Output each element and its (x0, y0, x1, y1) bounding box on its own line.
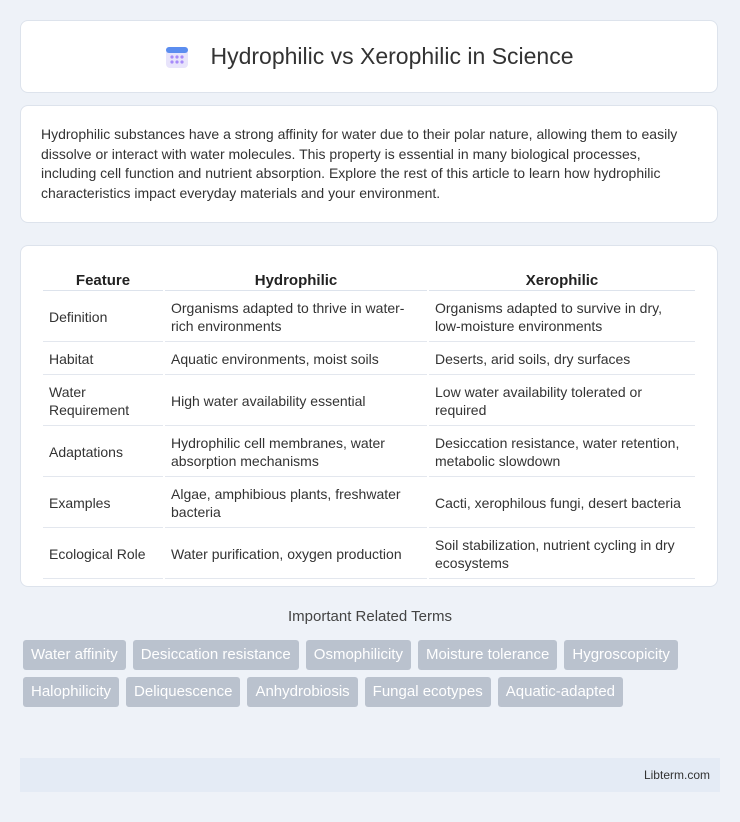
table-row (43, 479, 695, 528)
calendar-icon (164, 44, 190, 70)
intro-text: Hydrophilic substances have a strong affinity for water due to their polar nature, allowing them to easily dissolve or interact with water molecules. This property is essential in many biological processes, including cell function and nutrient absorption. Explore the rest of this article to learn how hydrophilic characteristics impact everyday materials and your environment. (41, 126, 678, 201)
table-cell: Deserts, arid soils, dry surfaces (429, 344, 695, 375)
table-cell: Definition (43, 293, 163, 342)
table-cell: Algae, amphibious plants, freshwater bacteria (165, 479, 427, 528)
column-header: Hydrophilic (165, 266, 427, 291)
table-cell: High water availability essential (165, 377, 427, 426)
table-row (43, 377, 695, 426)
table-cell: Ecological Role (43, 530, 163, 579)
table-header-row (43, 266, 695, 291)
related-term-tag[interactable]: Water affinity (23, 640, 126, 670)
table-cell: Organisms adapted to thrive in water-rich environments (165, 293, 427, 342)
related-term-tag[interactable]: Moisture tolerance (418, 640, 557, 670)
related-term-tag[interactable]: Fungal ecotypes (365, 677, 491, 707)
intro-card (20, 105, 718, 223)
table-cell: Habitat (43, 344, 163, 375)
title-card (20, 20, 718, 93)
table-row (43, 530, 695, 579)
table-cell: Cacti, xerophilous fungi, desert bacteria (429, 479, 695, 528)
related-term-tag[interactable]: Hygroscopicity (564, 640, 678, 670)
table-row (43, 293, 695, 342)
column-header: Feature (43, 266, 163, 291)
table-cell: Water Requirement (43, 377, 163, 426)
related-term-tag[interactable]: Osmophilicity (306, 640, 411, 670)
table-cell: Examples (43, 479, 163, 528)
comparison-table (41, 264, 697, 581)
table-row (43, 428, 695, 477)
table-cell: Hydrophilic cell membranes, water absorption mechanisms (165, 428, 427, 477)
table-cell: Organisms adapted to survive in dry, low-moisture environments (429, 293, 695, 342)
related-terms-title: Important Related Terms (288, 608, 452, 625)
table-cell: Adaptations (43, 428, 163, 477)
table-cell: Desiccation resistance, water retention, metabolic slowdown (429, 428, 695, 477)
column-header: Xerophilic (429, 266, 695, 291)
table-cell: Aquatic environments, moist soils (165, 344, 427, 375)
footer (20, 758, 720, 792)
table-cell: Soil stabilization, nutrient cycling in dry ecosystems (429, 530, 695, 579)
comparison-card (20, 245, 718, 587)
table-cell: Water purification, oxygen production (165, 530, 427, 579)
related-term-tag[interactable]: Anhydrobiosis (247, 677, 357, 707)
footer-brand-link[interactable]: Libterm.com (643, 768, 710, 782)
related-term-tag[interactable]: Deliquescence (126, 677, 240, 707)
related-term-tag[interactable]: Aquatic-adapted (498, 677, 623, 707)
related-term-tag[interactable]: Halophilicity (23, 677, 119, 707)
table-row (43, 344, 695, 375)
related-term-tag[interactable]: Desiccation resistance (133, 640, 299, 670)
related-terms-list (23, 640, 703, 707)
page-title: Hydrophilic vs Xerophilic in Science (210, 43, 574, 69)
table-cell: Low water availability tolerated or required (429, 377, 695, 426)
